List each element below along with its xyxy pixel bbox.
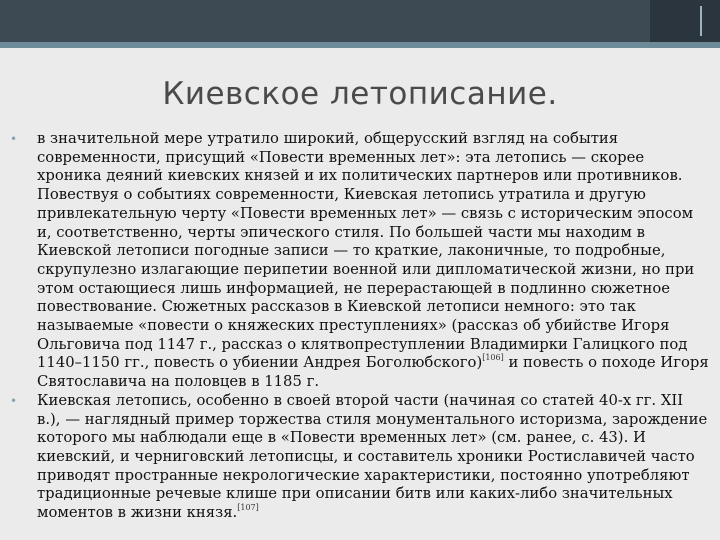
paragraph-tail: и повесть о походе Игоря Святославича на половцев в 1185 г.: [37, 354, 709, 391]
slide-title: Киевское летописание.: [162, 76, 558, 112]
corner-divider: [700, 6, 702, 36]
header-bar: [0, 0, 720, 48]
paragraph-body: в значительной мере утратило широкий, общерусский взгляд на события современности, присущий «Повести временных лет»: эта летопись — скорее хроника деяний киевских князей и их политических партнеров или противников. Повествуя о событиях современности, Киевская летопись утратила и другую привлекательную черту «Повести временных лет» — связь с историческим эпосом и, соответственно, черты эпического стиля. По большей части мы находим в Киевской летописи погодные записи — то краткие, лаконичные, то подробные, скрупулезно излагающие перипетии военной или дипломатической жизни, но при этом остающиеся лишь информацией, не перерастающей в подлинно сюжетное повествование. Сюжетных рассказов в Киевской летописи немного: это так называемые «повести о княжеских преступлениях» (рассказ об убийстве Игоря Ольговича под 1147 г., рассказ о клятвопреступлении Владимирки Галицкого под 1140–1150 гг., повесть о убиении Андрея Боголюбского): [37, 130, 695, 372]
slide-body: [8, 130, 710, 523]
bullet-paragraph-2: [8, 392, 710, 523]
footnote-link[interactable]: [107]: [237, 503, 259, 513]
bullet-icon: •: [10, 393, 18, 408]
header-accent-stripe: [0, 42, 720, 48]
paragraph-text: [37, 130, 710, 392]
header-corner-panel: [650, 0, 720, 42]
bullet-icon: •: [10, 132, 18, 146]
bullet-paragraph-1: [8, 130, 710, 392]
paragraph-body: Киевская летопись, особенно в своей второй части (начиная со статей 40-х гг. XII в.), — наглядный пример торжества стиля монументального историзма, зарождение которого мы наблюдали еще в «Повести временных лет» (см. ранее, с. 43). И киевский, и черниговский летописцы, и составитель хроники Ростиславичей часто приводят пространные некрологические характеристики, постоянно употребляют традиционные речевые клише при описании битв или каких-либо значительных моментов в жизни князя.: [37, 391, 708, 522]
paragraph-text: [37, 392, 710, 523]
footnote-link[interactable]: [106]: [482, 353, 504, 363]
